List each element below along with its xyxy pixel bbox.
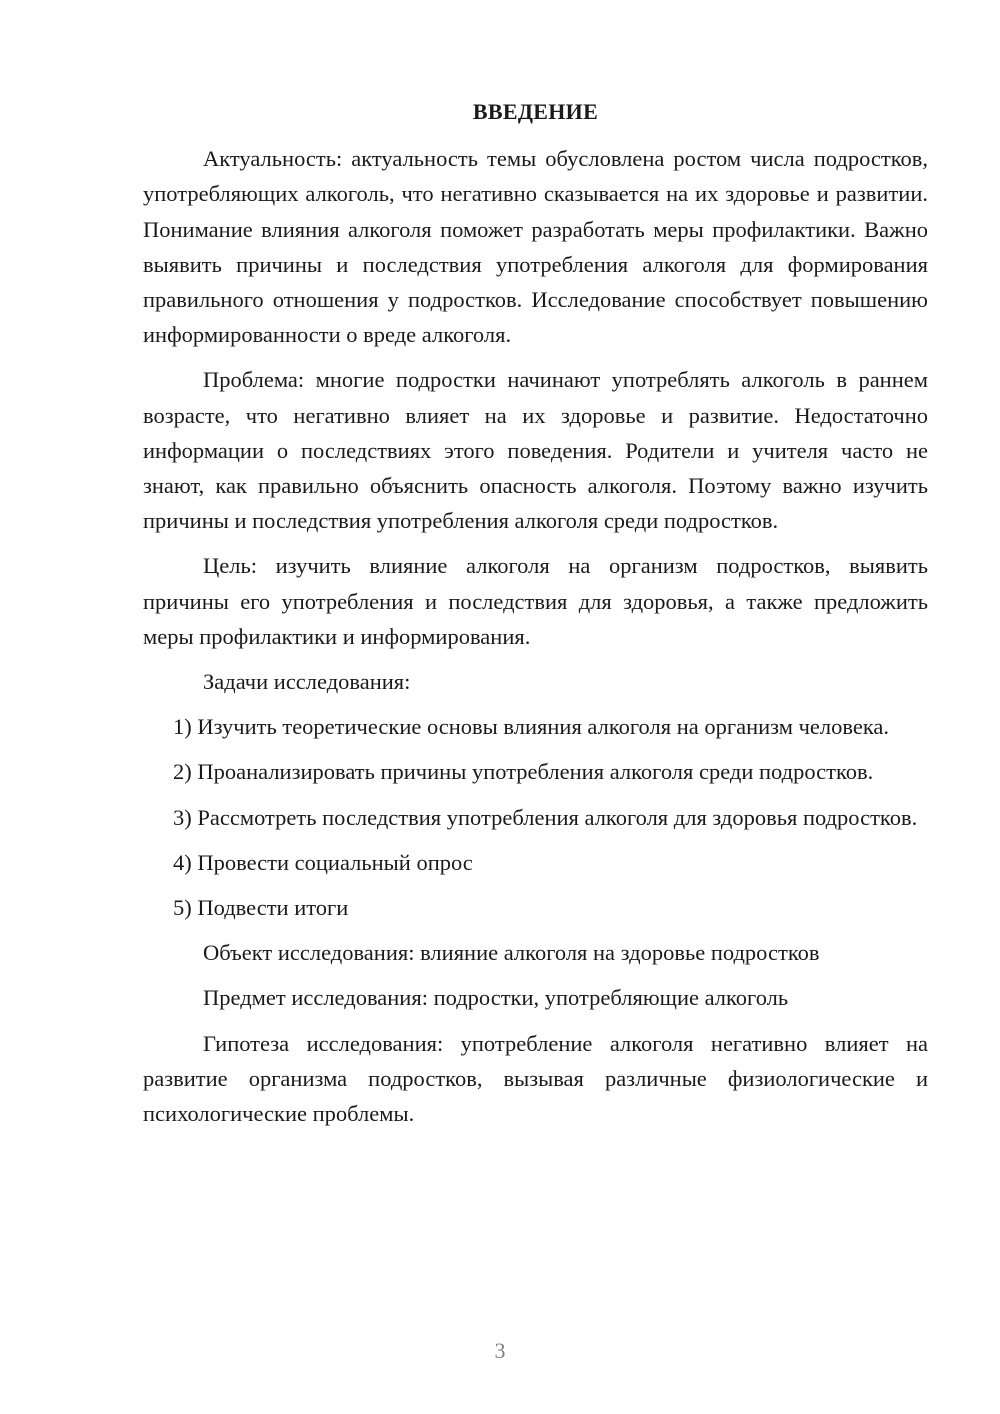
task-item: 2) Проанализировать причины употребления алкоголя среди подростков. [173, 759, 874, 785]
task-item: 4) Провести социальный опрос [173, 849, 473, 875]
problem-paragraph: Проблема: многие подростки начинают употреблять алкоголь в раннем возрасте, что негативно влияет на их здоровье и развитие. Недостаточно информации о последствиях этого поведения. Родители и учителя часто не знают, как правильно объяснить опасность алкоголя. Поэтому важно изучить причины и последствия употребления алкоголя среди подростков. [143, 367, 928, 534]
research-object: Объект исследования: влияние алкоголя на здоровье подростков [203, 940, 820, 966]
research-hypothesis: Гипотеза исследования: употребление алкоголя негативно влияет на развитие организма подростков, вызывая различные физиологические и психологические проблемы. [143, 1030, 928, 1127]
goal-paragraph: Цель: изучить влияние алкоголя на организм подростков, выявить причины его употребления и последствия для здоровья, а также предложить меры профилактики и информирования. [143, 553, 928, 649]
task-item: 3) Рассмотреть последствия употребления алкоголя для здоровья подростков. [173, 804, 918, 830]
section-title: ВВЕДЕНИЕ [472, 99, 599, 124]
research-subject: Предмет исследования: подростки, употребляющие алкоголь [203, 985, 789, 1011]
task-item: 1) Изучить теоретические основы влияния алкоголя на организм человека. [173, 714, 890, 740]
page-number: 3 [494, 1338, 506, 1363]
relevance-paragraph: Актуальность: актуальность темы обусловлена ростом числа подростков, употребляющих алкоголь, что негативно сказывается на их здоровье и развитии. Понимание влияния алкоголя поможет разработать меры профилактики. Важно выявить причины и последствия употребления алкоголя для формирования правильного отношения у подростков. Исследование способствует повышению информированности о вреде алкоголя. [143, 146, 928, 348]
tasks-heading: Задачи исследования: [203, 669, 411, 695]
task-item: 5) Подвести итоги [173, 895, 349, 921]
tasks-list [143, 709, 928, 925]
document-body [143, 94, 928, 1141]
